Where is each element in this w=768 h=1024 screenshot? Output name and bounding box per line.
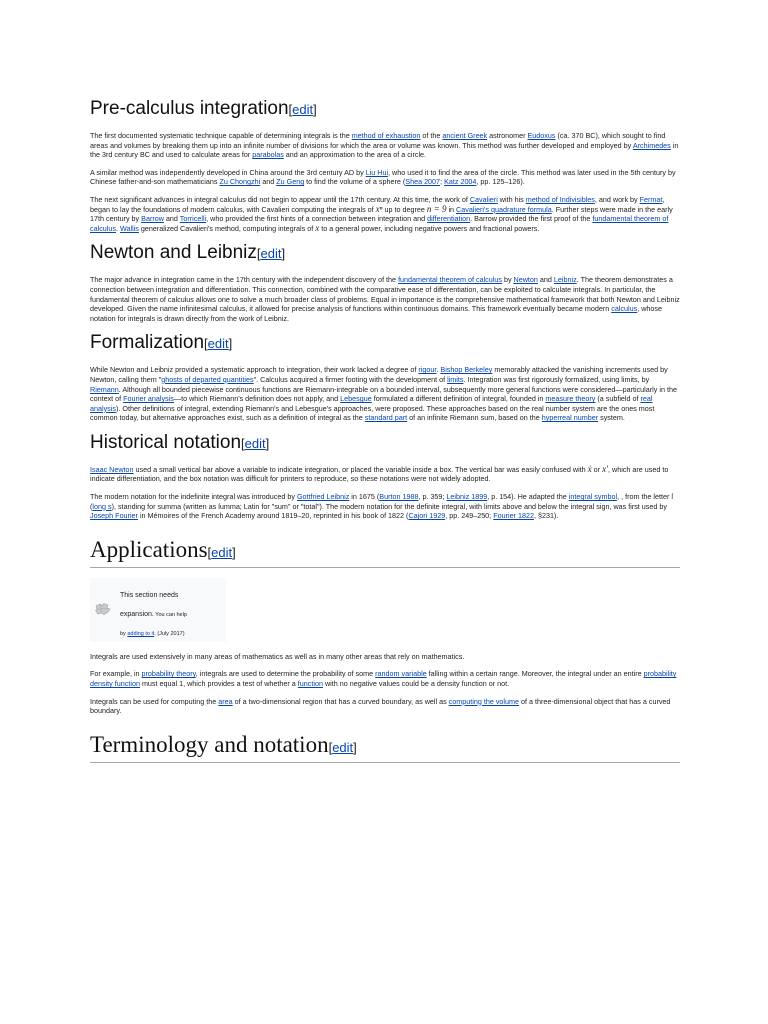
text: , integrals are used to determine the probability of some — [195, 669, 376, 679]
text: For example, in — [90, 669, 142, 679]
paragraph — [90, 365, 680, 423]
puzzle-piece-icon — [94, 602, 112, 616]
link-cavalieri-quadrature-formula[interactable]: Cavalieri's quadrature formula — [456, 204, 552, 214]
notice-expansion-text: expansion. — [120, 610, 154, 618]
link-wallis[interactable]: Wallis — [119, 223, 139, 233]
link-joseph-fourier[interactable]: Joseph Fourier — [90, 511, 138, 521]
text: Integrals can be used for computing the — [90, 696, 219, 706]
text: and — [163, 214, 180, 224]
notice-line-1: This section needs — [120, 591, 179, 599]
heading-newton-and-leibniz — [90, 241, 680, 266]
text: must equal 1, which provides a test of whether a — [139, 679, 298, 689]
link-standard-part[interactable]: standard part — [364, 413, 408, 423]
paragraph — [90, 697, 680, 716]
link-liu-hui[interactable]: Liu Hui — [365, 167, 389, 177]
edit-section-link: [edit] — [207, 544, 236, 560]
text: . The theorem demonstrates a connection between integration and differentiation. This connection, combined with the comparative ease of differentiation, can be exploited to calculate integrals. In particular, the fundamental theorem of calculus allows one to solve a much broader class of problems. Equal in importance is the comprehensive mathematical framework that both Newton and Leibniz developed. Given the name infinitesimal calculus, it allowed for precise analysis of functions within continuous domains. This framework eventually became modern — [90, 275, 680, 314]
text: , began to lay the foundations of modern calculus, with Cavalieri computing the integrals of — [90, 194, 665, 214]
link-burton-1988[interactable]: Burton 1988 — [379, 492, 419, 502]
notice-text — [120, 586, 187, 644]
text: of an infinite Riemann sum, based on the — [407, 413, 542, 423]
text: ), standing for summa (written as ſumma; Latin for "sum" or "total"). The modern notation for the definite integral, with limits above and below the integral sign, was first used by — [111, 501, 667, 511]
link-adding-to-it[interactable]: adding to it — [127, 630, 155, 637]
paragraph — [90, 168, 680, 187]
edit-link[interactable]: edit — [244, 435, 266, 451]
edit-link[interactable]: edit — [332, 739, 354, 755]
heading-text: Newton and Leibniz — [90, 242, 257, 264]
link-lebesgue[interactable]: Lebesgue — [340, 394, 372, 404]
text: , who provided the first hints of a connection between integration and — [206, 214, 428, 224]
text: and — [537, 275, 554, 285]
notice-date: . (July 2017) — [154, 630, 185, 637]
link-archimedes[interactable]: Archimedes — [632, 140, 671, 150]
link-fourier-1822[interactable]: Fourier 1822 — [493, 511, 534, 521]
text: . Integration was first rigorously formalized, using limits, by — [463, 374, 650, 384]
math-x-power-n: xⁿ — [375, 203, 383, 214]
text: in — [446, 204, 457, 214]
text: ). Other definitions of integral, extending Riemann's and Lebesgue's approaches, were proposed. These approaches based on the real number system are the ones most common today, but alternative approaches exist, such as a definition of integral as the — [90, 403, 655, 423]
text: by — [120, 630, 128, 637]
text: in 1675 ( — [349, 492, 380, 502]
heading-text: Historical notation — [90, 431, 242, 453]
text: , and work by — [594, 194, 640, 204]
link-integral-symbol[interactable]: integral symbol — [568, 492, 618, 502]
text: formulated a different definition of integral, founded in — [371, 394, 546, 404]
text: The major advance in integration came in the 17th century with the independent discovery of the — [90, 275, 399, 285]
paragraph — [90, 131, 680, 160]
link-ghosts-of-departed-quantities[interactable]: ghosts of departed quantities — [161, 374, 254, 384]
heading-pre-calculus-integration — [90, 97, 680, 122]
text: and an approximation to the area of a circle. — [283, 150, 427, 160]
text: The first documented systematic technique capable of determining integrals is the — [90, 131, 352, 140]
text: and — [260, 177, 277, 187]
link-leibniz[interactable]: Leibniz — [553, 275, 577, 285]
text: or — [591, 464, 603, 474]
paragraph — [90, 669, 680, 688]
link-barrow[interactable]: Barrow — [141, 214, 164, 224]
text: in Mémoires of the French Academy around 1819–20, reprinted in his book of 1822 ( — [137, 511, 409, 521]
link-cajori-1929[interactable]: Cajori 1929 — [408, 511, 446, 521]
text: to a general power, including negative powers and fractional powers. — [319, 223, 540, 233]
text: ; — [440, 177, 445, 187]
text: with his — [497, 194, 526, 204]
text: , , from the letter ſ ( — [90, 492, 673, 511]
link-calculus[interactable]: calculus — [611, 304, 638, 314]
math-x-prime: x′ — [602, 463, 609, 474]
text: . Further steps were made in the early 17th century by — [90, 204, 673, 224]
text: . — [115, 223, 120, 233]
text: The modern notation for the indefinite integral was introduced by — [90, 492, 297, 502]
link-shea-2007[interactable]: Shea 2007 — [405, 177, 441, 187]
text: astronomer — [487, 131, 528, 140]
link-fundamental-theorem-of-calculus[interactable]: fundamental theorem of calculus — [398, 275, 502, 285]
text: , p. 359; — [418, 492, 447, 502]
link-fundamental-theorem-of-calculus[interactable]: fundamental theorem of calculus — [90, 214, 669, 233]
text: system. — [598, 413, 625, 423]
link-computing-the-volume[interactable]: computing the volume — [448, 696, 519, 706]
text: , pp. 249–250; — [445, 511, 494, 521]
edit-section-link: [edit] — [256, 246, 286, 262]
text: , §231). — [533, 511, 559, 521]
spacer — [90, 724, 680, 732]
heading-text: Terminology and notation — [90, 731, 329, 757]
link-torricelli[interactable]: Torricelli — [179, 214, 207, 224]
text: of a three-dimensional object that has a curved boundary. — [90, 696, 671, 716]
paragraph — [90, 465, 680, 484]
notice-line-3 — [120, 625, 187, 644]
text: , p. 154). He adapted the — [487, 492, 569, 502]
math-x: x — [315, 222, 320, 233]
edit-section-link: [edit] — [328, 739, 357, 755]
link-limits[interactable]: limits — [447, 374, 464, 384]
link-fermat[interactable]: Fermat — [639, 194, 663, 204]
text: (a subfield of — [595, 394, 641, 404]
text: The next significant advances in integral calculus did not begin to appear until the 17th century. At this time, the work of — [90, 194, 470, 204]
link-random-variable[interactable]: random variable — [375, 669, 427, 679]
text: falling within a certain range. Moreover, the integral under an entire — [426, 669, 644, 679]
text: by — [501, 275, 514, 285]
text: used a small vertical bar above a variable to indicate integration, or placed the variable inside a box. The vertical bar was easily confused with — [133, 464, 588, 474]
text: of a two-dimensional region that has a curved boundary, as well as — [232, 696, 449, 706]
text: While Newton and Leibniz provided a systematic approach to integration, their work lacked a degree of — [90, 365, 419, 375]
link-katz-2004[interactable]: Katz 2004 — [444, 177, 477, 187]
link-probability-theory[interactable]: probability theory — [141, 669, 196, 679]
text: A similar method was independently developed in China around the 3rd century AD by — [90, 167, 366, 177]
link-rigour[interactable]: rigour — [418, 365, 437, 375]
text: , who used it to find the area of the circle. This method was later used in the 5th century by Chinese father-and-son mathematicians — [90, 167, 676, 187]
heading-terminology-and-notation — [90, 732, 680, 763]
heading-text: Applications — [90, 536, 208, 562]
link-long-s[interactable]: long s — [92, 501, 112, 511]
link-gottfried-leibniz[interactable]: Gottfried Leibniz — [296, 492, 350, 502]
paragraph — [90, 275, 680, 323]
link-method-of-exhaustion[interactable]: method of exhaustion — [351, 131, 421, 140]
edit-section-link: [edit] — [288, 102, 317, 117]
text: ". Calculus acquired a firmer footing with the development of — [253, 374, 448, 384]
link-cavalieri[interactable]: Cavalieri — [469, 194, 498, 204]
text: —to which Riemann's definition does not apply, and — [173, 394, 341, 404]
heading-formalization — [90, 331, 680, 356]
link-parabolas[interactable]: parabolas — [252, 150, 284, 160]
link-isaac-newton[interactable]: Isaac Newton — [90, 464, 134, 474]
link-riemann[interactable]: Riemann — [90, 384, 119, 394]
text: Integrals are used extensively in many areas of mathematics as well as in many other areas that rely on mathematics. — [90, 651, 465, 661]
math-x-dot: ẋ — [587, 463, 592, 474]
heading-text: Pre-calculus integration — [90, 98, 289, 119]
text: . Although all bounded piecewise continuous functions are Riemann-integrable on a bounded interval, subsequently more general functions were considered—particularly in the context of — [90, 384, 677, 404]
notice-help-text: You can help — [153, 611, 187, 618]
heading-applications — [90, 537, 680, 568]
edit-section-link: [edit] — [204, 336, 233, 352]
text: , which are used to indicate differentiation, and the box notation was difficult for printers to reproduce, so these notations were not widely adopted. — [90, 464, 669, 484]
link-differentiation[interactable]: differentiation — [427, 214, 471, 224]
heading-historical-notation — [90, 431, 680, 456]
heading-text: Formalization — [90, 332, 205, 354]
text: up to degree — [382, 204, 427, 214]
paragraph — [90, 652, 680, 662]
text: to find the volume of a sphere ( — [304, 177, 406, 187]
link-bishop-berkeley[interactable]: Bishop Berkeley — [440, 365, 493, 375]
edit-link[interactable]: edit — [292, 102, 314, 117]
link-leibniz-1899[interactable]: Leibniz 1899 — [446, 492, 488, 502]
link-zu-geng[interactable]: Zu Geng — [276, 177, 305, 187]
text: , pp. 125–126). — [476, 177, 525, 187]
link-ancient-greek[interactable]: ancient Greek — [442, 131, 488, 140]
link-area[interactable]: area — [218, 696, 233, 706]
link-measure-theory[interactable]: measure theory — [545, 394, 596, 404]
link-function[interactable]: function — [297, 679, 323, 689]
math-n-equals-9: n = 9 — [426, 203, 447, 214]
expand-section-notice — [90, 578, 226, 642]
article-content — [90, 97, 680, 763]
link-newton[interactable]: Newton — [513, 275, 538, 285]
link-zu-chongzhi[interactable]: Zu Chongzhi — [219, 177, 261, 187]
paragraph — [90, 195, 680, 233]
text: of the — [420, 131, 443, 140]
edit-link[interactable]: edit — [211, 544, 233, 560]
notice-line-2 — [120, 605, 187, 625]
edit-link[interactable]: edit — [260, 246, 282, 262]
paragraph — [90, 492, 680, 521]
text: memorably attacked the vanishing increments used by Newton, calling them " — [90, 365, 668, 384]
link-hyperreal-number[interactable]: hyperreal number — [541, 413, 599, 423]
text: with no negative values could be a density function or not. — [322, 679, 510, 689]
text: . — [436, 365, 441, 375]
link-real-analysis[interactable]: real analysis — [90, 394, 653, 413]
link-probability-density-function[interactable]: probability density function — [90, 669, 677, 689]
text: . Barrow provided the first proof of the — [470, 214, 593, 224]
text: in the 3rd century BC and used to calculate areas for — [90, 140, 679, 160]
link-fourier-analysis[interactable]: Fourier analysis — [123, 394, 174, 404]
spacer — [90, 529, 680, 537]
edit-link[interactable]: edit — [207, 336, 229, 352]
edit-section-link: [edit] — [241, 435, 270, 451]
link-method-of-indivisibles[interactable]: method of Indivisibles — [525, 194, 595, 204]
text: (ca. 370 BC), which sought to find areas and volumes by breaking them up into an infinite number of divisions for which the area or volume was known. This method was further developed and employed by — [90, 131, 666, 150]
link-eudoxus[interactable]: Eudoxus — [527, 131, 556, 140]
text: generalized Cavalieri's method, computing integrals of — [138, 223, 316, 233]
text: , whose notation for integrals is drawn directly from the work of Leibniz. — [90, 304, 662, 323]
